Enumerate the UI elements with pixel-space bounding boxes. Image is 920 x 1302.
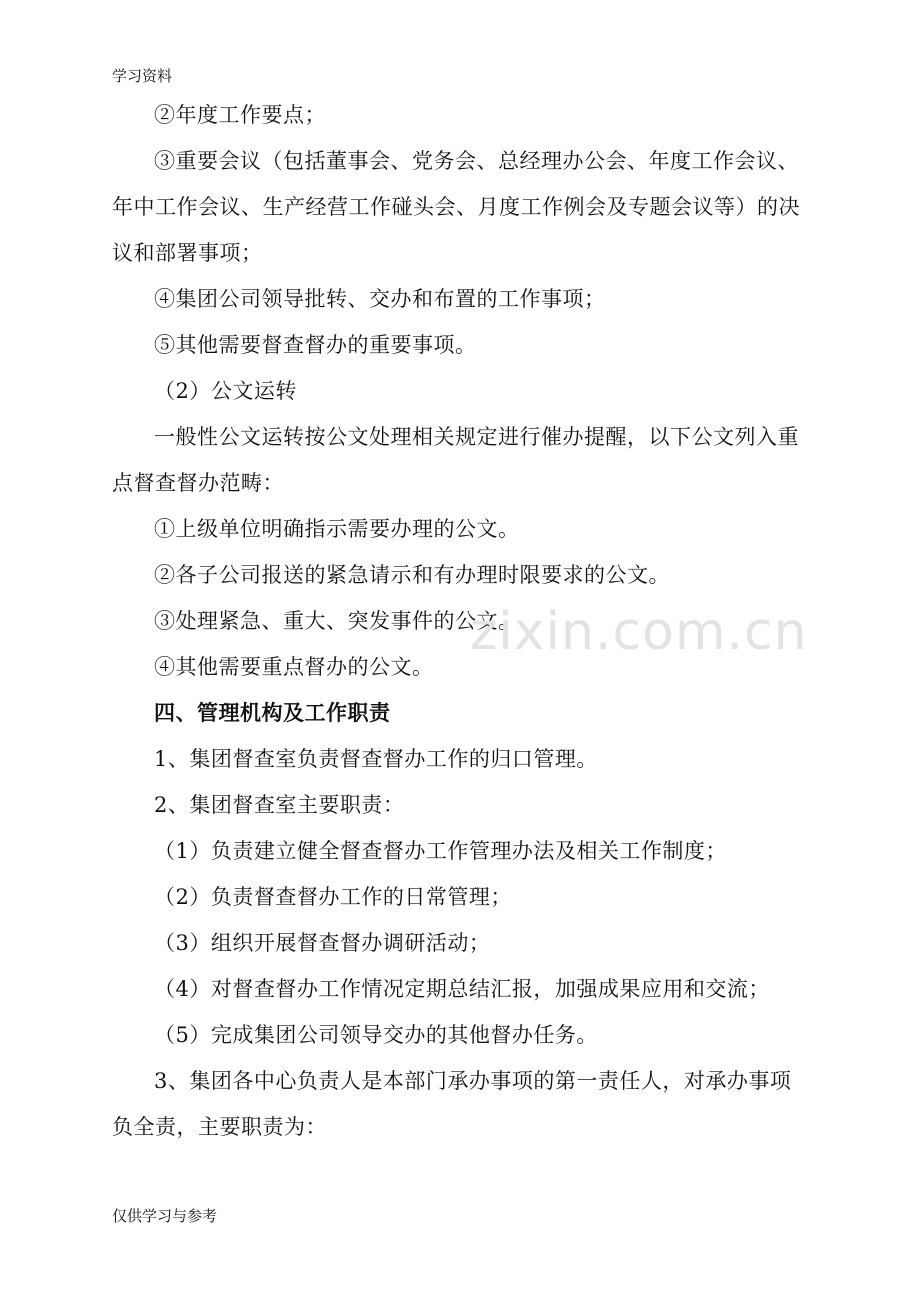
paragraph: （5）完成集团公司领导交办的其他督办任务。 [154,1023,598,1047]
paragraph: （3）组织开展督查督办调研活动； [154,931,491,955]
paragraph: ①上级单位明确指示需要办理的公文。 [154,517,520,541]
paragraph: 1、集团督查室负责督查督办工作的归口管理。 [154,747,598,771]
watermark: zixin.com.cn [470,602,808,662]
paragraph: （1）负责建立健全督查督办工作管理办法及相关工作制度； [154,839,727,863]
document-body [112,92,812,1150]
paragraph: （2）负责督查督办工作的日常管理； [154,885,512,909]
paragraph: （2）公文运转 [154,379,297,403]
paragraph: 3、集团各中心负责人是本部门承办事项的第一责任人，对承办事项负全责，主要职责为： [112,1069,792,1139]
paragraph: ④集团公司领导批转、交办和布置的工作事项； [154,287,606,311]
paragraph: 2、集团督查室主要职责： [154,793,405,817]
paragraph: （4）对督查督办工作情况定期总结汇报，加强成果应用和交流； [154,977,770,1001]
page-footer-label: 仅供学习与参考 [112,1207,218,1225]
section-heading: 四、管理机构及工作职责 [154,700,391,725]
paragraph: ⑤其他需要督查督办的重要事项。 [154,333,477,357]
paragraph: ③重要会议（包括董事会、党务会、总经理办公会、年度工作会议、年中工作会议、生产经营工作碰头会、月度工作例会及专题会议等）的决议和部署事项； [112,149,800,265]
paragraph: ④其他需要重点督办的公文。 [154,655,434,679]
paragraph: ②年度工作要点； [154,103,326,127]
paragraph: ③处理紧急、重大、突发事件的公文。 [154,609,520,633]
paragraph: ②各子公司报送的紧急请示和有办理时限要求的公文。 [154,563,670,587]
page-header-label: 学习资料 [112,67,173,85]
paragraph: 一般性公文运转按公文处理相关规定进行催办提醒，以下公文列入重点督查督办范畴： [112,425,799,495]
